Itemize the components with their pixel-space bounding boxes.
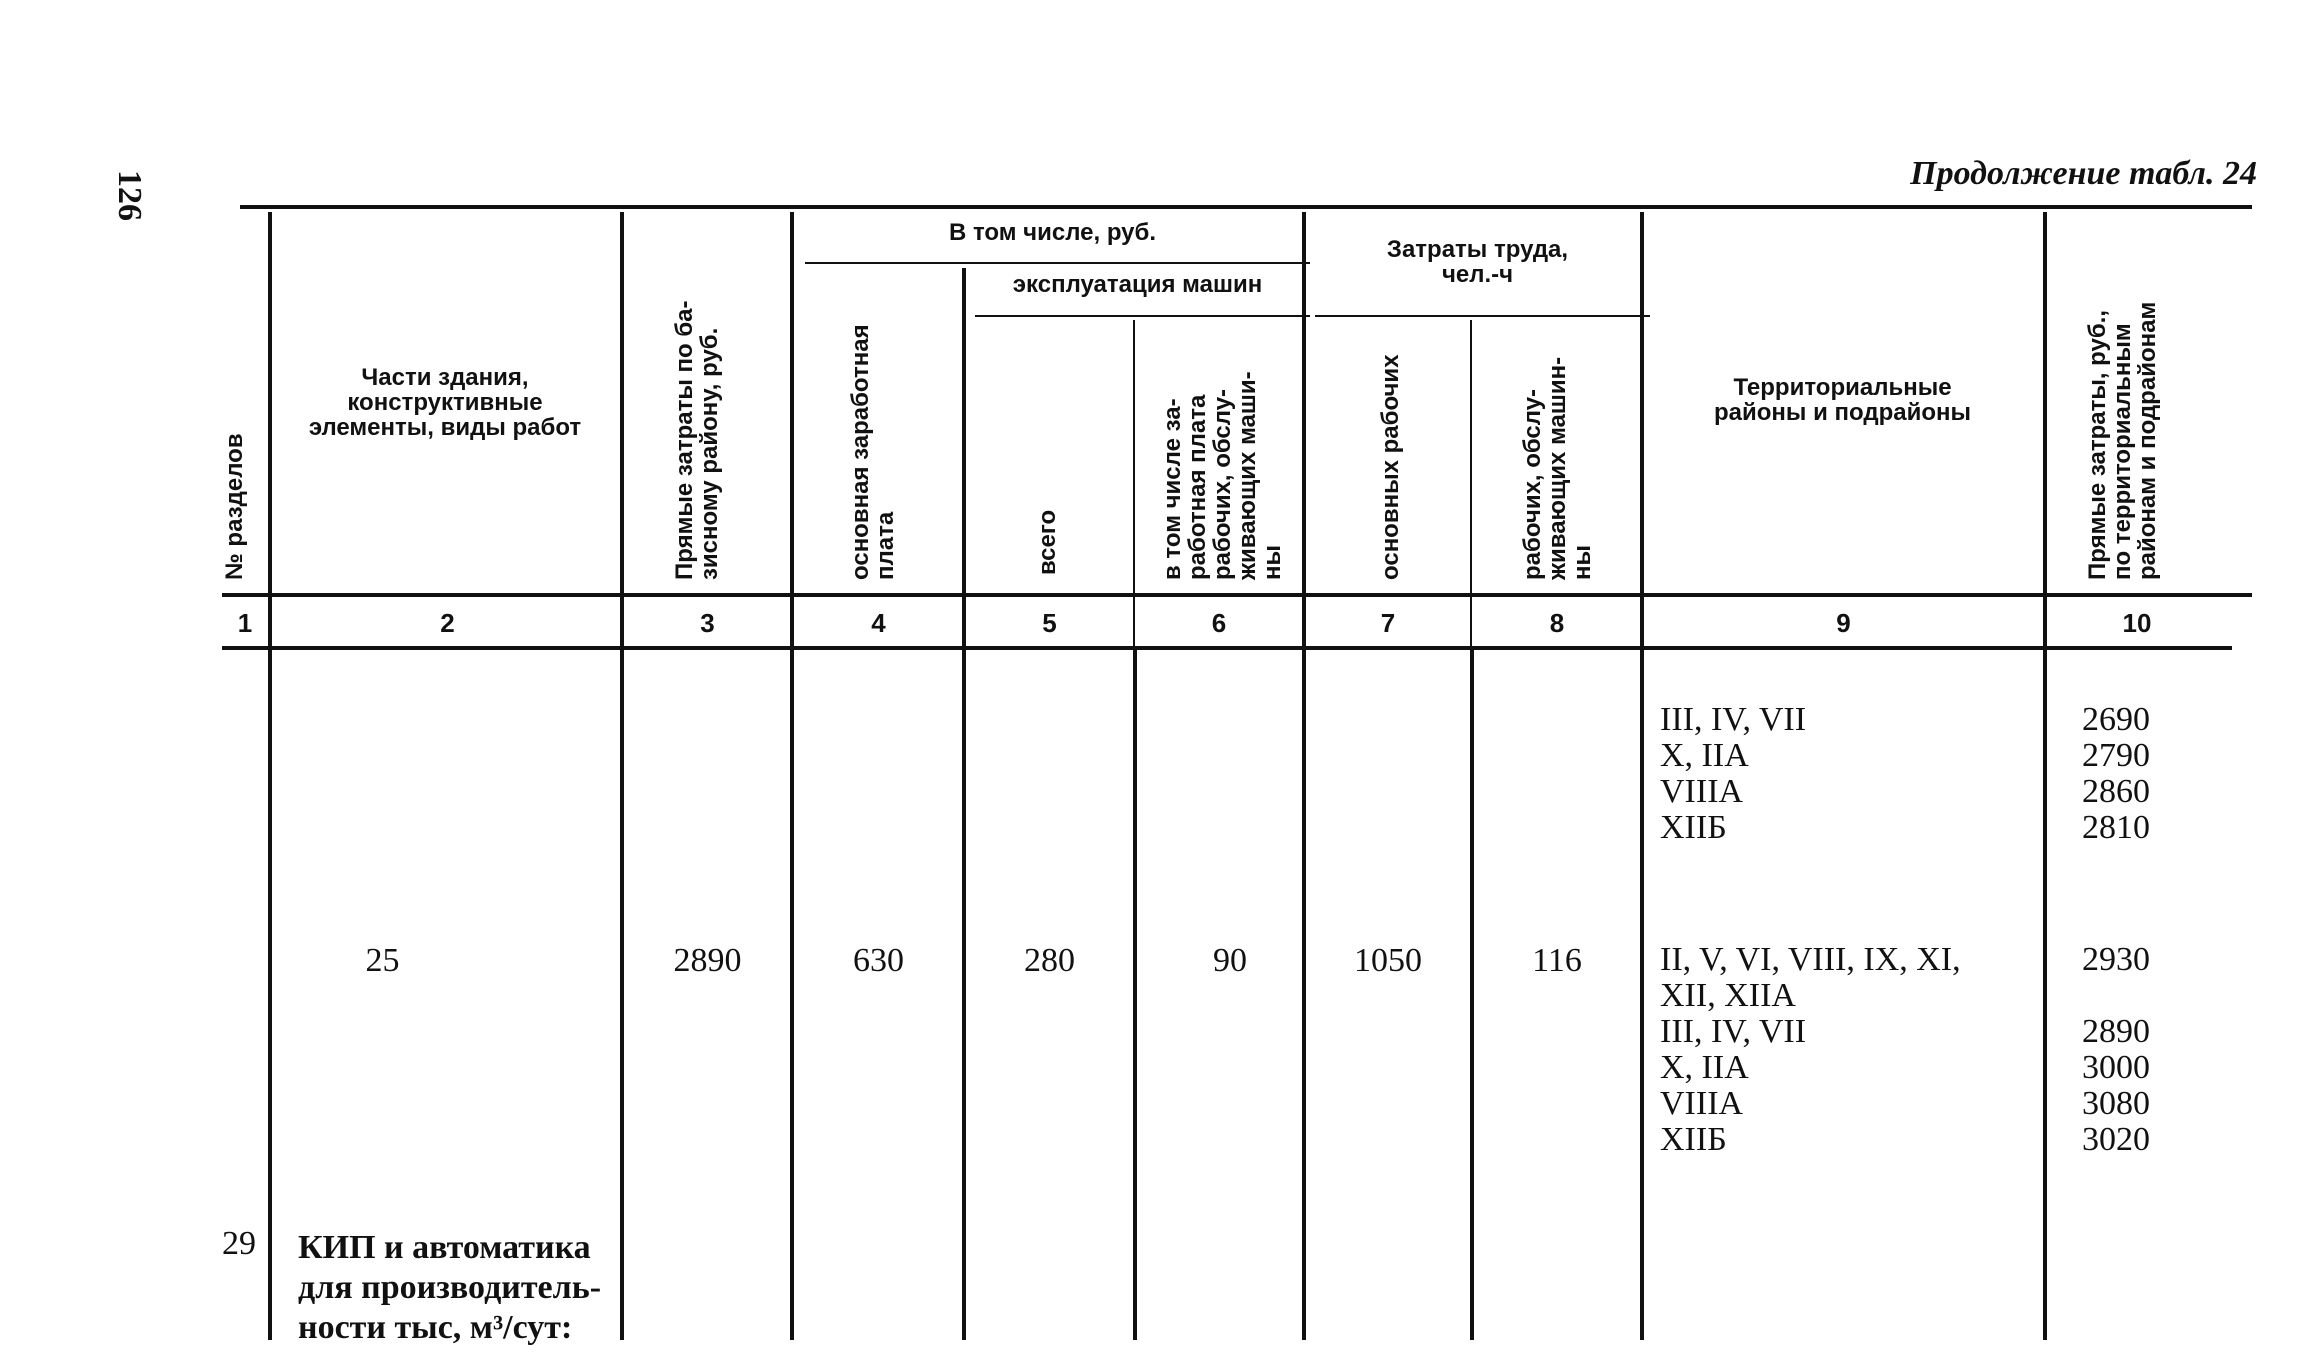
vline — [268, 650, 272, 1340]
vline — [1640, 650, 1644, 1340]
page-number: 126 — [111, 170, 148, 221]
labor-machine-value: 116 — [1532, 942, 1582, 979]
column-number: 7 — [1380, 608, 1396, 638]
header-regional-costs: Прямые затраты, руб., по территориальным районам и подрайонам — [2084, 301, 2161, 580]
header-direct-costs: Прямые затраты по ба- зисному району, руб. — [671, 300, 723, 580]
vline — [1470, 650, 1474, 1340]
regions-list: III, IV, VII X, IIA VIIIA XIIБ — [1660, 701, 1807, 846]
header-bottom-rule — [222, 593, 2252, 597]
header-section-number: № разделов — [221, 433, 248, 580]
rule-under-labor — [1315, 315, 1650, 317]
column-number: 10 — [2122, 608, 2152, 638]
vline — [790, 212, 794, 648]
machines-total-value: 280 — [1024, 942, 1075, 979]
section-title: КИП и автоматика для производитель- ности тыс, м³/сут: — [298, 1229, 602, 1346]
header-machines-total: всего — [1034, 509, 1061, 575]
vline — [620, 650, 624, 1340]
vline — [2043, 650, 2047, 1340]
header-machine-operation: эксплуатация машин — [1012, 271, 1263, 298]
column-number: 3 — [700, 608, 715, 638]
column-number: 5 — [1042, 608, 1057, 638]
labor-main-value: 1050 — [1354, 942, 1422, 979]
regional-costs-list: 2690 2790 2860 2810 — [2082, 701, 2150, 846]
vline — [962, 650, 966, 1340]
header-machine-workers: рабочих, обслу- живающих машин- ны — [1519, 356, 1596, 580]
header-labor-costs: Затраты труда, чел.-ч — [1386, 236, 1569, 288]
header-building-parts: Части здания, конструктивные элементы, виды работ — [308, 364, 582, 441]
vline — [962, 268, 966, 648]
numbers-bottom-rule — [222, 646, 2232, 650]
vline — [1302, 650, 1306, 1340]
machines-wages-value: 90 — [1213, 942, 1247, 979]
column-number: 2 — [440, 608, 455, 638]
vline — [790, 650, 794, 1340]
rule-under-machines — [975, 315, 1310, 317]
vline — [1470, 320, 1472, 648]
column-number: 8 — [1549, 608, 1565, 638]
header-basic-wages: основная заработная плата — [847, 324, 899, 580]
vline — [268, 212, 272, 648]
table-top-rule — [240, 205, 2252, 209]
section-number: 29 — [222, 1225, 256, 1262]
regions-list: II, V, VI, VIII, IX, XI, XII, XIIA III, IV, VII X, IIA VIIIA XIIБ — [1660, 941, 1961, 1158]
column-number: 4 — [871, 608, 886, 638]
header-territorial-regions: Территориальные районы и подрайоны — [1714, 374, 1971, 426]
wages-value: 630 — [853, 942, 904, 979]
capacity-value: 25 — [365, 942, 400, 979]
table-continuation-caption: Продолжение табл. 24 — [1910, 155, 2257, 192]
header-machines-wages: в том числе за- работная плата рабочих, обслу- живающих маши- ны — [1159, 371, 1286, 580]
header-including: В том числе, руб. — [948, 219, 1157, 246]
header-main-workers: основных рабочих — [1377, 354, 1404, 580]
vline — [1133, 320, 1135, 648]
column-number: 6 — [1211, 608, 1227, 638]
rule-under-including — [805, 262, 1310, 264]
column-number: 1 — [237, 608, 253, 638]
column-number: 9 — [1836, 608, 1851, 638]
vline — [1133, 650, 1137, 1340]
vline — [620, 212, 624, 648]
regional-costs-list: 2930 2890 3000 3080 3020 — [2082, 941, 2150, 1158]
direct-costs-value: 2890 — [673, 942, 742, 979]
vline — [2043, 212, 2047, 648]
